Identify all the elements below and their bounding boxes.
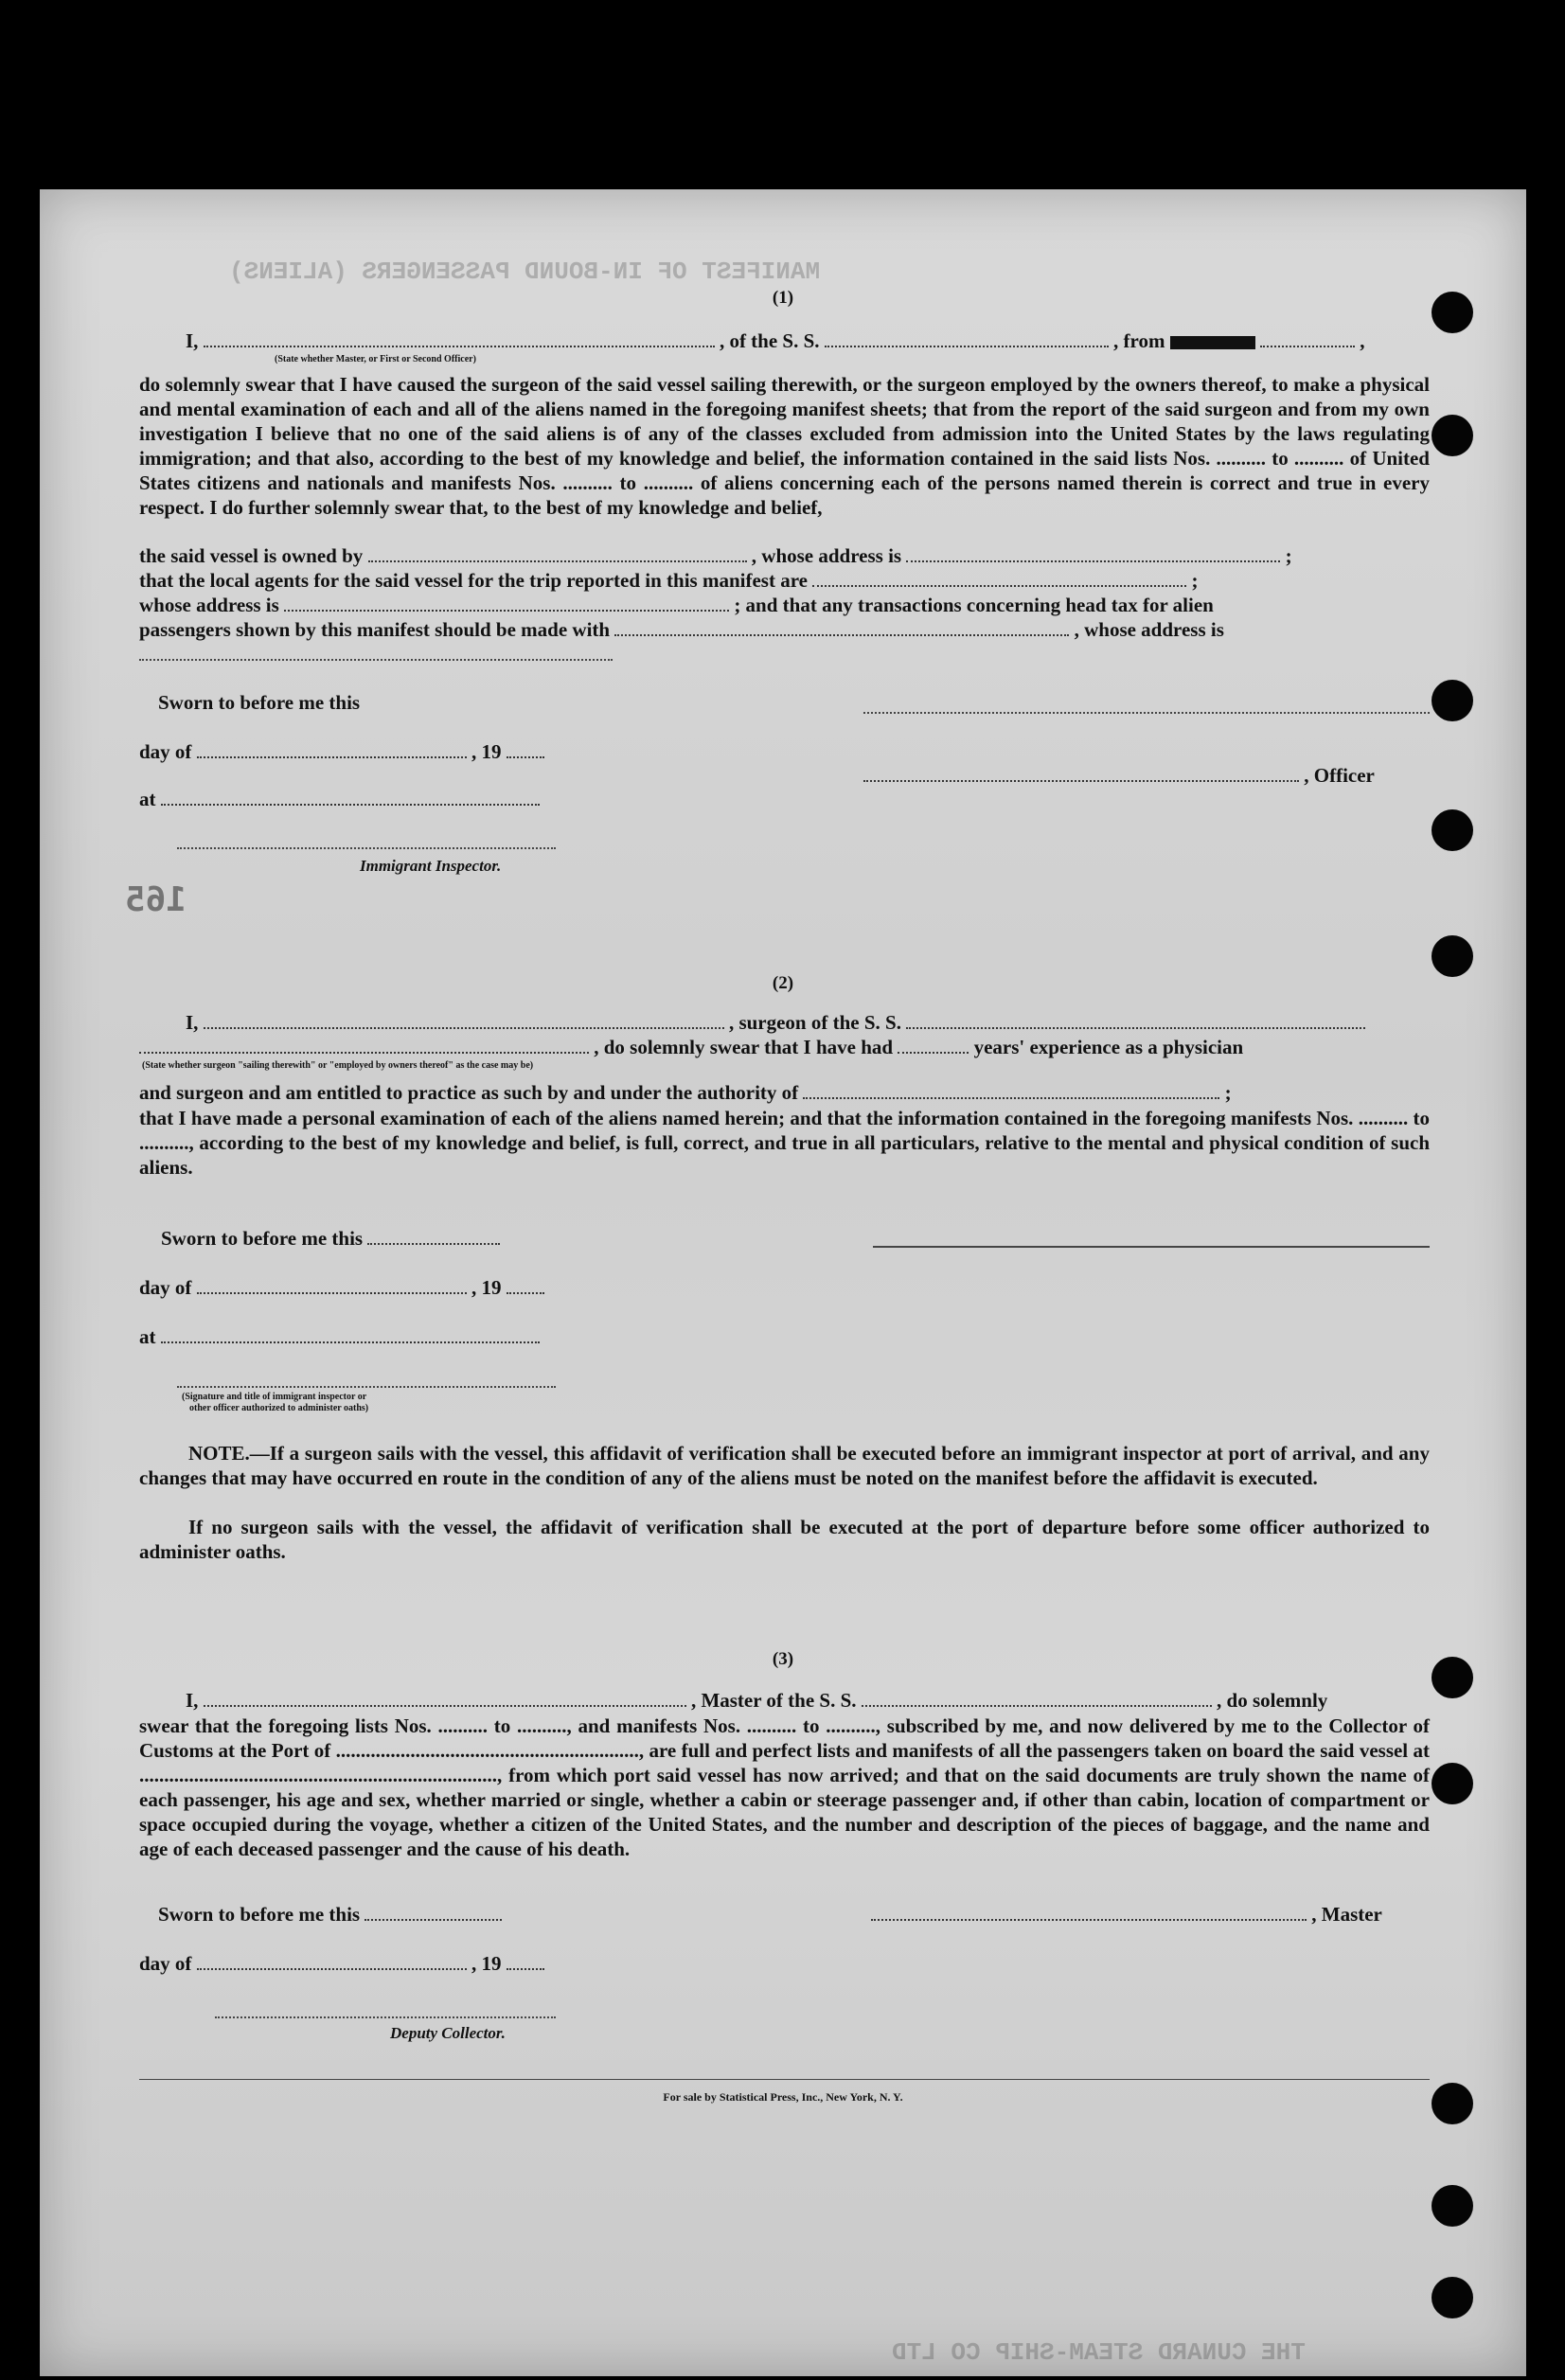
s1-i: I,	[186, 329, 199, 352]
s3-body: swear that the foregoing lists Nos. .......... to .........., and manifests Nos. .......... to .........., subscribed by me, and now delivered by me to the Collector of Customs at the Port of ............................................................., are full and perfect lists and manifests of all the passengers taken on board the said vessel at ........................................................................, from which port said vessel has now arrived; and that on the said documents are truly shown the name of each passenger, his age and sex, whether married or single, whether a cabin or steerage passenger and, if other than cabin, location of compartment or space occupied during the voyage, whether a citizen of the United States, and the number and description of the pieces of baggage, and the name and age of each deceased passenger and the cause of his death.	[139, 1714, 1430, 1860]
s1-officer-blank	[863, 779, 1299, 782]
s1-from: , from	[1113, 329, 1165, 352]
s2-surgeon-of: , surgeon of the S. S.	[728, 1011, 901, 1034]
s1-whose-address-is: whose address is	[139, 594, 279, 616]
s1-body: do solemnly swear that I have caused the surgeon of the said vessel sailing therewith, or the surgeon employed by the owners thereof, to make a physical and mental examination of each and all of the aliens named in the foregoing manifest sheets; that from the report of the said surgeon and from my own investigation I believe that no one of the said aliens is of any of the classes excluded from admission into the United States by the laws regulating immigration; and that also, according to the best of my knowledge and belief, the information contained in the said lists Nos. .......... to .......... of United States citizens and nationals and manifests Nos. .......... to .......... of aliens concerning each of the persons named therein is correct and true in every respect. I do further solemnly swear that, to the best of my knowledge and belief,	[139, 373, 1430, 519]
s1-officer: , Officer	[1304, 764, 1375, 787]
punch-hole	[1432, 415, 1473, 456]
s1-sworn-label: Sworn to before me this	[158, 691, 361, 714]
s1-sworn-rule	[863, 712, 1430, 714]
s3-collector-label: Deputy Collector.	[390, 2024, 506, 2042]
s3-collector-rule	[215, 2016, 556, 2018]
bleed-through-bottom: THE CUNARD STEAM-SHIP CO LTD	[892, 2338, 1306, 2367]
s1-address-line	[139, 594, 1214, 617]
section-3-heading: (3)	[772, 1649, 794, 1669]
s1-head-tax: ; and that any transactions concerning head tax for alien	[734, 594, 1214, 616]
s1-owned-by: the said vessel is owned by	[139, 544, 364, 567]
s1-at-label: at	[139, 788, 156, 810]
punch-hole	[1432, 2277, 1473, 2318]
s2-authority-line	[139, 1081, 1232, 1105]
s3-day-of: day of	[139, 1952, 192, 1975]
punch-hole	[1432, 680, 1473, 721]
s1-officer-note: (State whether Master, or First or Second Officer)	[275, 354, 476, 364]
s2-semicolon: ;	[1224, 1081, 1232, 1104]
s3-sworn-blank	[365, 1918, 502, 1921]
s1-passengers: passengers shown by this manifest should be made with	[139, 618, 611, 641]
s2-sig-note-2: other officer authorized to administer oaths)	[189, 1403, 369, 1413]
punch-hole	[1432, 935, 1473, 977]
s3-i: I,	[186, 1689, 199, 1712]
s1-officer-line	[863, 764, 1375, 788]
redaction-bar	[1170, 336, 1255, 349]
stamp-number: 165	[125, 880, 187, 919]
s2-years-blank	[898, 1051, 969, 1054]
s3-day	[139, 1952, 544, 1976]
s3-year: , 19	[471, 1952, 502, 1975]
s1-of-ss: , of the S. S.	[719, 329, 820, 352]
s1-from-blank	[1260, 345, 1355, 347]
bleed-through-title: MANIFEST OF IN-BOUND PASSENGERS (ALIENS)	[229, 258, 821, 286]
s3-sworn-label: Sworn to before me this	[158, 1903, 361, 1926]
s2-at	[139, 1325, 540, 1349]
s1-at-blank	[161, 803, 540, 806]
section-2-heading: (2)	[772, 973, 794, 993]
footer-rule	[139, 2079, 1430, 2080]
s3-sworn	[158, 1903, 502, 1927]
s2-year: , 19	[471, 1276, 502, 1299]
s1-day-of: day of	[139, 740, 192, 763]
s2-authority-blank	[803, 1096, 1219, 1099]
punch-hole	[1432, 2185, 1473, 2227]
s1-whose-address-end: , whose address is	[1074, 618, 1224, 641]
s2-years: years' experience as a physician	[973, 1036, 1244, 1058]
s2-day-blank	[197, 1291, 467, 1294]
s3-master-blank	[871, 1918, 1307, 1921]
s3-master-line	[871, 1903, 1382, 1927]
s2-sworn-label: Sworn to before me this	[161, 1227, 364, 1250]
s1-headtax-blank	[614, 633, 1069, 636]
s1-year-blank	[507, 755, 544, 758]
s2-sig-note-1: (Signature and title of immigrant inspector or	[182, 1392, 367, 1402]
s1-whose-address: , whose address is	[751, 544, 902, 567]
printer-footer: For sale by Statistical Press, Inc., New York, N. Y.	[663, 2090, 903, 2104]
s2-surgeon-note: (State whether surgeon "sailing therewith" or "employed by owners thereof" as the case may be)	[142, 1060, 534, 1071]
s1-owner-blank	[368, 559, 747, 562]
s1-owned-line	[139, 544, 1292, 568]
s2-line2	[139, 1036, 1243, 1059]
s2-signature-rule	[873, 1246, 1430, 1248]
s2-swear: , do solemnly swear that I have had	[594, 1036, 894, 1058]
s2-officer-rule	[177, 1386, 556, 1388]
s1-line1	[186, 329, 1364, 353]
s2-status-blank	[139, 1051, 589, 1054]
s1-sworn	[158, 691, 360, 715]
s2-note-2: If no surgeon sails with the vessel, the affidavit of verification shall be executed at the port of departure before some officer authorized to administer oaths.	[139, 1516, 1430, 1563]
s2-day-of: day of	[139, 1276, 192, 1299]
s3-ship-blank	[862, 1704, 1212, 1707]
s1-day-blank	[197, 755, 467, 758]
s3-master-of: , Master of the S. S.	[690, 1689, 857, 1712]
s1-year: , 19	[471, 740, 502, 763]
s1-passengers-line	[139, 618, 1224, 642]
punch-hole	[1432, 1763, 1473, 1804]
s1-agents-line	[139, 569, 1198, 593]
s1-local-agents: that the local agents for the said vessel for the trip reported in this manifest are	[139, 569, 808, 592]
s1-ship-blank	[825, 345, 1109, 347]
section-1-heading: (1)	[772, 288, 794, 308]
s1-address-rule	[139, 659, 613, 661]
s3-name-blank	[204, 1704, 686, 1707]
s1-agents-blank	[812, 584, 1186, 587]
s3-year-blank	[507, 1967, 544, 1970]
manifest-page	[40, 189, 1526, 2376]
s2-i: I,	[186, 1011, 199, 1034]
s2-authority: and surgeon and am entitled to practice as such by and under the authority of	[139, 1081, 799, 1104]
s2-sworn-blank	[367, 1242, 500, 1245]
s3-solemnly: , do solemnly	[1217, 1689, 1328, 1712]
s2-sworn	[161, 1227, 500, 1251]
s2-ship-blank	[906, 1026, 1365, 1029]
s2-name-blank	[204, 1026, 724, 1029]
s1-name-blank	[204, 345, 715, 347]
s1-semicolon: ;	[1191, 569, 1199, 592]
s3-master: , Master	[1311, 1903, 1382, 1926]
s1-comma: ,	[1360, 329, 1365, 352]
s1-at	[139, 788, 540, 811]
s1-inspector-rule	[177, 847, 556, 849]
punch-hole	[1432, 809, 1473, 851]
s2-at-label: at	[139, 1325, 156, 1348]
s2-body: that I have made a personal examination of each of the aliens named herein; and that the information contained in the foregoing manifests Nos. .......... to .........., according to the best of my knowledge and belief, is full, correct, and true in all particulars, relative to the mental and physical condition of such aliens.	[139, 1107, 1430, 1179]
s3-day-blank	[197, 1967, 467, 1970]
s2-line1	[186, 1011, 1365, 1035]
s2-year-blank	[507, 1291, 544, 1294]
s2-note-1: NOTE.—If a surgeon sails with the vessel, this affidavit of verification shall be executed before an immigrant inspector at port of arrival, and any changes that may have occurred en route in the condition of any of the aliens must be noted on the manifest before the affidavit is executed.	[139, 1442, 1430, 1489]
s1-day	[139, 740, 544, 764]
s1-semicolon: ;	[1285, 544, 1292, 567]
s2-at-blank	[161, 1341, 540, 1343]
s3-line1	[186, 1689, 1327, 1713]
s1-agent-address-blank	[284, 609, 729, 612]
s2-day	[139, 1276, 544, 1300]
s1-address-blank	[906, 559, 1280, 562]
s1-inspector-label: Immigrant Inspector.	[360, 857, 502, 875]
